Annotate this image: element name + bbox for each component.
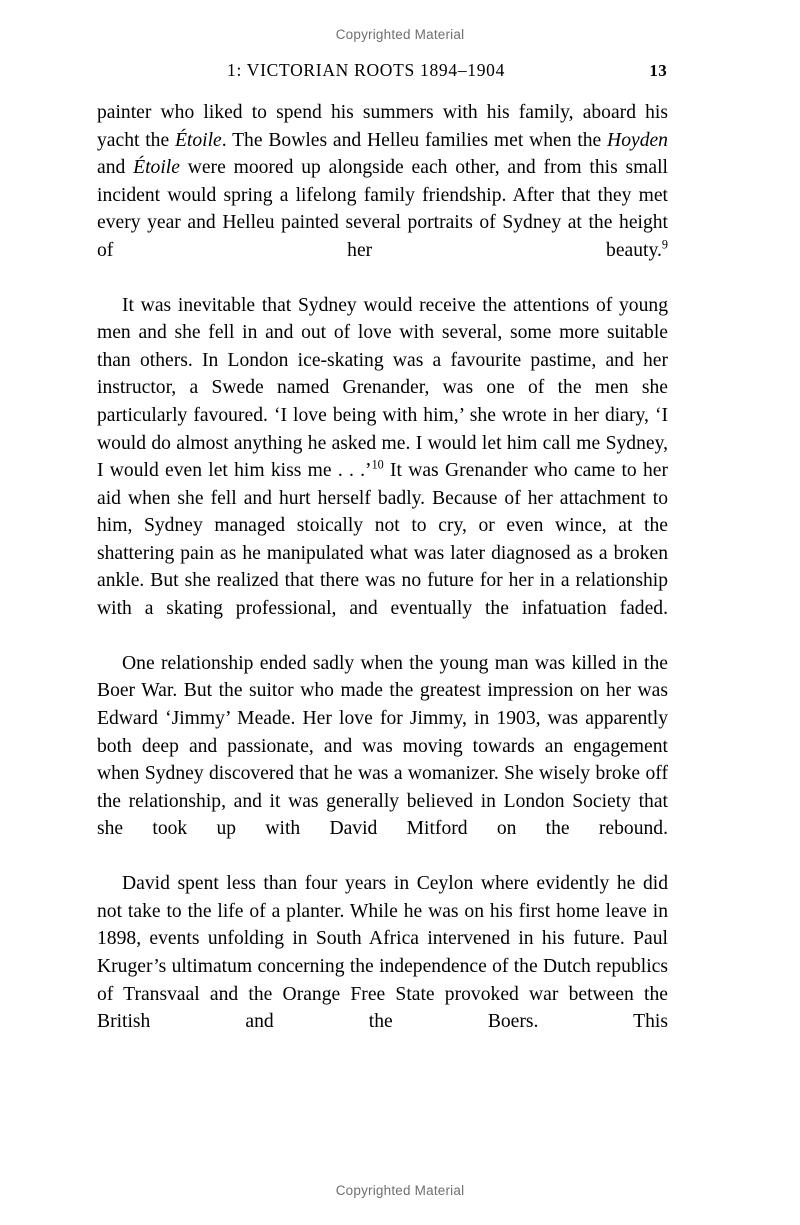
footnote-marker: 9 <box>661 237 668 252</box>
paragraph-3: One relationship ended sadly when the young man was killed in the Boer War. But the suitor who made the greatest impression on her was Edward ‘Jimmy’ Meade. Her love for Jimmy, in 1903, was apparently both deep and passionate, and was moving towards an engagement when Sydney discovered that he was a womanizer. She wisely broke off the relationship, and it was generally believed in London Society that she took up with David Mitford on the rebound. <box>97 652 668 840</box>
copyright-watermark-top: Copyrighted Material <box>335 27 465 42</box>
paragraph-4: David spent less than four years in Ceylon where evidently he did not take to the life of a planter. While he was on his first home leave in 1898, events unfolding in South Africa intervened in his future. Paul Kruger’s ultimatum concerning the independence of the Dutch republics of Transvaal and the Orange Free State provoked war between the British and the Boers. This <box>97 873 668 1033</box>
paragraph-2: It was inevitable that Sydney would receive the attentions of young men and she fell in and out of love with several, some more suitable than others. In London ice-skating was a favourite pastime, and her instructor, a Swede named Grenander, was one of the men she particularly favoured. ‘I love being with him,’ she wrote in her diary, ‘I would do almost anything he asked me. I would let him call me Sydney, I would even let him kiss me . . .’$^{10}$ It was Grenander who came to her aid when she fell and hurt herself badly. Because of her attachment to him, Sydney managed stoically not to cry, or even wince, at the shattering pain as he manipulated what was later diagnosed as a broken ankle. But she realized that there was no future for her in a relationship with a skating professional, and eventually the infatuation faded. <box>97 294 669 619</box>
italic-text: Étoile <box>133 157 180 179</box>
page-number: 13 <box>649 61 667 80</box>
running-head <box>97 60 667 81</box>
italic-text: Étoile <box>174 129 222 151</box>
copyright-watermark-bottom: Copyrighted Material <box>335 1183 465 1198</box>
italic-text: Hoyden <box>607 129 668 151</box>
running-head-title: 1: VICTORIAN ROOTS 1894–1904 <box>227 60 506 80</box>
paragraph-1: painter who liked to spend his summers with his family, aboard his yacht the Étoile. The Bowles and Helleu families met when the Hoyden and Étoile were moored up alongside each other, and from this small incident would spring a lifelong family friendship. After that they met every year and Helleu painted several portraits of Sydney at the height of her beauty.$^9$ <box>97 102 668 261</box>
body-text-block <box>97 99 668 1063</box>
footnote-marker: 10 <box>371 457 384 472</box>
